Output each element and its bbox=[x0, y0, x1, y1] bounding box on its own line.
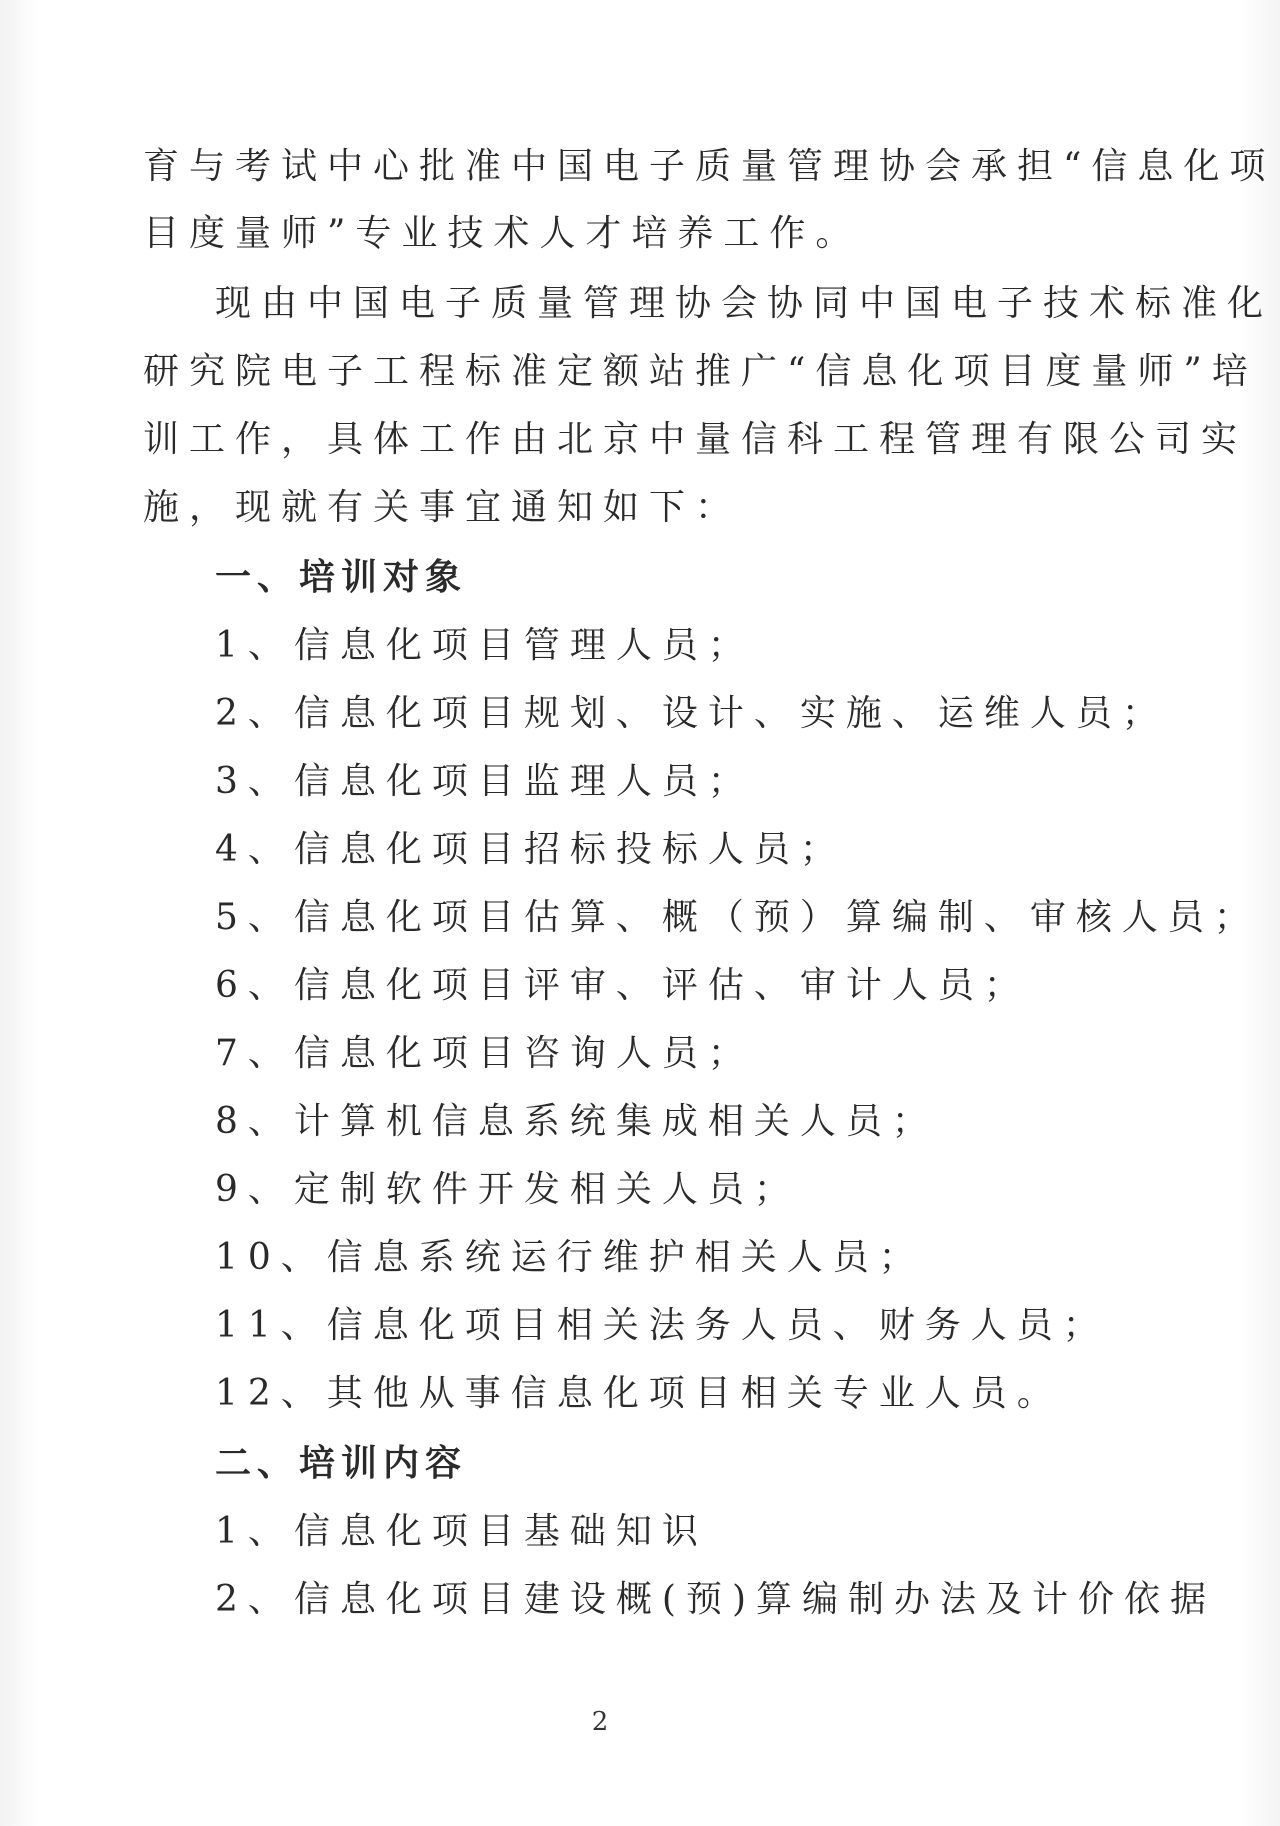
paragraph-line: 育与考试中心批准中国电子质量管理协会承担“信息化项 bbox=[143, 146, 1276, 187]
list-item: 2、信息化项目建设概(预)算编制办法及计价依据 bbox=[215, 1579, 1216, 1620]
list-item: 9、定制软件开发相关人员； bbox=[215, 1169, 800, 1210]
paragraph-line: 训工作，具体工作由北京中量信科工程管理有限公司实 bbox=[143, 419, 1248, 460]
list-item: 1、信息化项目管理人员； bbox=[215, 625, 754, 666]
paragraph-line: 研究院电子工程标准定额站推广“信息化项目度量师”培 bbox=[143, 351, 1258, 392]
list-item: 11、信息化项目相关法务人员、财务人员； bbox=[215, 1305, 1109, 1346]
list-item: 6、信息化项目评审、评估、审计人员； bbox=[215, 965, 1030, 1006]
list-item: 7、信息化项目咨询人员； bbox=[215, 1033, 754, 1074]
paragraph-line: 现由中国电子质量管理协会协同中国电子技术标准化 bbox=[215, 283, 1274, 324]
list-item: 1、信息化项目基础知识 bbox=[215, 1511, 708, 1552]
section-heading: 二、培训内容 bbox=[215, 1443, 468, 1484]
section-heading: 一、培训对象 bbox=[215, 557, 468, 598]
list-item: 8、计算机信息系统集成相关人员； bbox=[215, 1101, 938, 1142]
page-number: 2 bbox=[591, 1707, 609, 1737]
list-item: 4、信息化项目招标投标人员； bbox=[215, 829, 846, 870]
list-item: 12、其他从事信息化项目相关专业人员。 bbox=[215, 1373, 1063, 1414]
list-item: 2、信息化项目规划、设计、实施、运维人员； bbox=[215, 693, 1168, 734]
paragraph-line: 施，现就有关事宜通知如下： bbox=[143, 487, 742, 528]
list-item: 3、信息化项目监理人员； bbox=[215, 761, 754, 802]
paragraph-line: 目度量师”专业技术人才培养工作。 bbox=[143, 213, 862, 254]
list-item: 5、信息化项目估算、概（预）算编制、审核人员； bbox=[215, 897, 1260, 938]
list-item: 10、信息系统运行维护相关人员； bbox=[215, 1237, 925, 1278]
